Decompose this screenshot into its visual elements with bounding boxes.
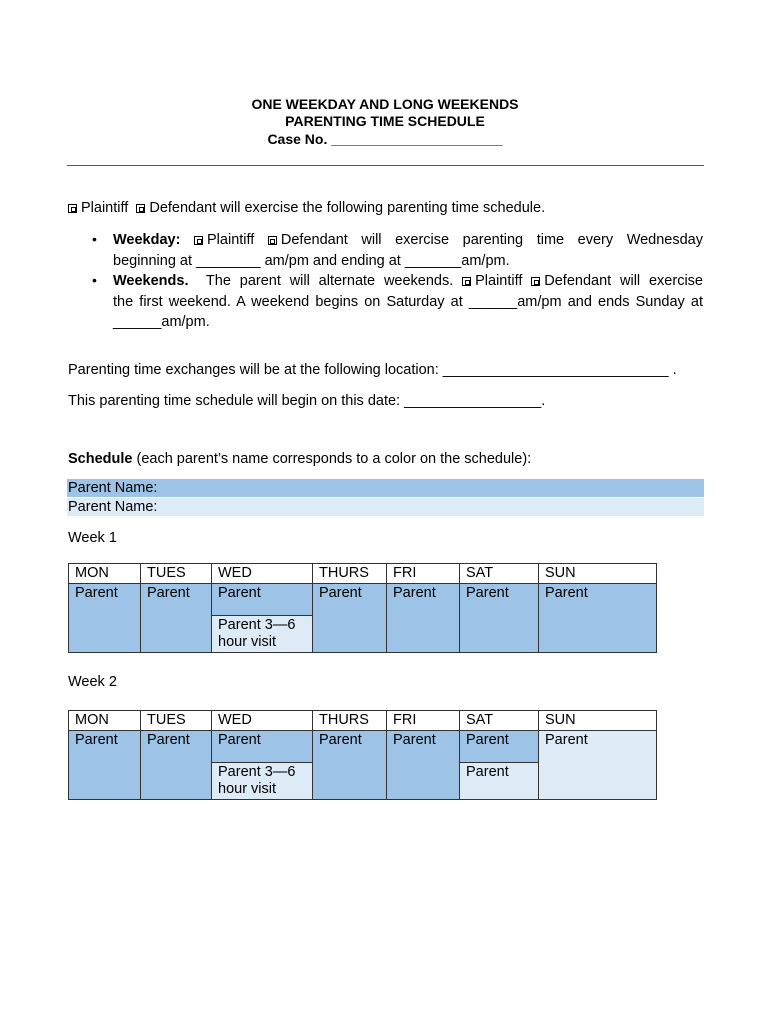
header-divider: [67, 165, 704, 166]
sat-second-cell: Parent: [460, 763, 539, 800]
weekday-line2: beginning at ________ am/pm and ending at _______am/pm.: [113, 253, 510, 269]
day-header: FRI: [387, 564, 460, 584]
week2-table: [68, 710, 657, 800]
week1-title: Week 1: [68, 530, 117, 546]
weekend-plaintiff-checkbox[interactable]: [462, 277, 471, 286]
schedule-heading: [68, 449, 531, 469]
day-header: WED: [212, 711, 313, 731]
sun-cell: Parent: [539, 731, 657, 800]
tues-cell: Parent: [141, 584, 212, 653]
intro-defendant-label: Defendant will exercise the following parenting time schedule.: [149, 200, 546, 216]
day-header: MON: [69, 564, 141, 584]
weekend-text: The parent will alternate weekends.: [205, 273, 454, 289]
weekday-label: Weekday:: [113, 232, 181, 248]
day-header: FRI: [387, 711, 460, 731]
weekday-plaintiff-label: Plaintiff: [207, 232, 255, 248]
day-header: MON: [69, 711, 141, 731]
doc-title: ONE WEEKDAY AND LONG WEEKENDS: [251, 96, 519, 112]
thurs-cell: Parent: [313, 731, 387, 800]
weekend-line3: ______am/pm.: [113, 314, 210, 330]
weekend-defendant-text: Defendant will exercise: [544, 273, 703, 289]
wed-visit-cell: Parent 3—6 hour visit: [212, 616, 313, 653]
parent-name-1: Parent Name:: [67, 479, 704, 497]
wed-visit-cell: Parent 3—6 hour visit: [212, 763, 313, 800]
day-header: SUN: [539, 711, 657, 731]
weekend-line1: [113, 271, 703, 292]
bullet-icon: •: [92, 231, 97, 247]
weekend-line2: the first weekend. A weekend begins on Saturday at ______am/pm and ends Sunday at: [113, 294, 703, 310]
case-number: Case No. ______________________: [267, 131, 503, 147]
weekday-text: Defendant will exercise parenting time every Wednesday: [280, 232, 703, 248]
week1-table: [68, 563, 657, 653]
weekend-plaintiff-label: Plaintiff: [475, 273, 523, 289]
thurs-cell: Parent: [313, 584, 387, 653]
tues-cell: Parent: [141, 731, 212, 800]
weekday-plaintiff-checkbox[interactable]: [194, 236, 203, 245]
defendant-checkbox[interactable]: [136, 204, 145, 213]
mon-cell: Parent: [69, 584, 141, 653]
day-header: THURS: [313, 564, 387, 584]
weekday-line1: [113, 230, 703, 251]
parent-name-2: Parent Name:: [67, 498, 704, 516]
sat-cell: Parent: [460, 584, 539, 653]
weekend-label: Weekends.: [113, 273, 189, 289]
mon-cell: Parent: [69, 731, 141, 800]
bullet-icon: •: [92, 272, 97, 288]
day-header: SUN: [539, 564, 657, 584]
intro-plaintiff-label: Plaintiff: [81, 200, 129, 216]
day-header: THURS: [313, 711, 387, 731]
schedule-label: Schedule: [68, 451, 133, 467]
sat-cell: Parent: [460, 731, 539, 763]
day-header: SAT: [460, 711, 539, 731]
day-header: WED: [212, 564, 313, 584]
plaintiff-checkbox[interactable]: [68, 204, 77, 213]
intro-line: [68, 198, 545, 218]
day-header: TUES: [141, 564, 212, 584]
day-header: TUES: [141, 711, 212, 731]
schedule-desc: (each parent’s name corresponds to a color on the schedule):: [136, 451, 532, 467]
sun-cell: Parent: [539, 584, 657, 653]
wed-cell: Parent: [212, 731, 313, 763]
exchange-location: Parenting time exchanges will be at the following location: ____________________________ .: [68, 362, 677, 378]
fri-cell: Parent: [387, 584, 460, 653]
day-header: SAT: [460, 564, 539, 584]
fri-cell: Parent: [387, 731, 460, 800]
week2-title: Week 2: [68, 674, 117, 690]
begin-date: This parenting time schedule will begin on this date: _________________.: [68, 393, 546, 409]
doc-subtitle: PARENTING TIME SCHEDULE: [285, 113, 485, 129]
wed-cell: Parent: [212, 584, 313, 616]
weekend-defendant-checkbox[interactable]: [531, 277, 540, 286]
weekday-defendant-checkbox[interactable]: [268, 236, 277, 245]
